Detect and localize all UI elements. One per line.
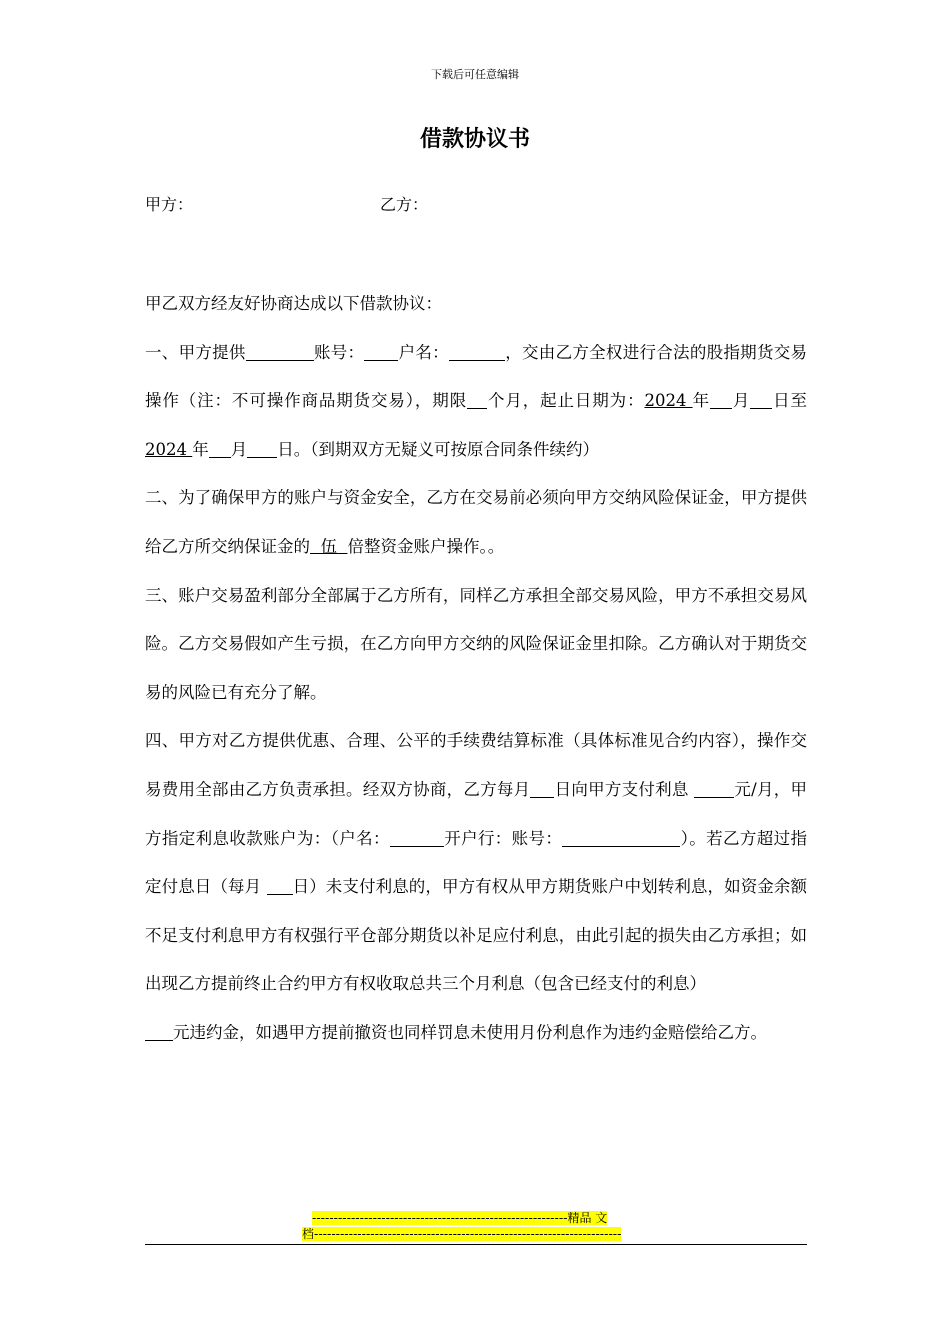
blank-field bbox=[364, 342, 398, 360]
footer-line-2: 档----------------------------------------------------------------------- bbox=[302, 1227, 622, 1241]
blank-field bbox=[449, 342, 505, 360]
clause-4-text: 日向甲方支付利息 bbox=[554, 779, 695, 799]
footer-line-1: -----------------------------------------------------------精品 文 bbox=[312, 1211, 608, 1225]
clause-1-text: 年 bbox=[692, 391, 710, 411]
clause-4-text: 日）未支付利息的，甲方有权从甲方期货账户中划转利息，如资金余额不足支付利息甲方有权强行平仓部分期货以补足应付利息，由此引起的损失由乙方承担；如出现乙方提前终止合约甲方有权收取总共三个月利息（包含已经支付的利息） bbox=[145, 877, 807, 994]
clause-1 bbox=[145, 329, 807, 475]
blank-field bbox=[467, 391, 487, 409]
blank-field bbox=[145, 1023, 173, 1041]
clause-4-text: 开户行：账号： bbox=[443, 828, 563, 848]
party-b-label: 乙方： bbox=[380, 195, 429, 214]
clause-1-text: 年 bbox=[192, 439, 209, 459]
clause-1-text: 月 bbox=[230, 439, 248, 459]
blank-field bbox=[390, 828, 444, 846]
end-year: 2024 bbox=[145, 439, 193, 459]
clause-1-text: 户名： bbox=[398, 342, 449, 362]
footer-divider bbox=[145, 1244, 807, 1245]
blank-field bbox=[710, 391, 732, 409]
blank-field bbox=[267, 877, 293, 895]
blank-field bbox=[246, 342, 314, 360]
blank-field bbox=[694, 780, 734, 798]
document-title: 借款协议书 bbox=[419, 127, 530, 152]
blank-field bbox=[562, 828, 680, 846]
clause-1-text: 账号： bbox=[313, 342, 365, 362]
clause-4 bbox=[145, 717, 807, 1057]
clause-1-text: 日。（到期双方无疑义可按原合同条件续约） bbox=[277, 439, 599, 459]
blank-field bbox=[209, 439, 231, 457]
intro-paragraph: 甲乙双方经友好协商达成以下借款协议： bbox=[145, 294, 442, 313]
clause-1-text: ，交由乙方全权进行合法的股指期货交易操作（注：不可操作商品期货交易），期限 bbox=[145, 342, 807, 411]
header-note: 下载后可任意编辑 bbox=[431, 68, 519, 81]
clause-4-text: 元违约金，如遇甲方提前撤资也同样罚息未使用月份利息作为违约金赔偿给乙方。 bbox=[173, 1022, 767, 1042]
footer-watermark bbox=[302, 1210, 650, 1242]
blank-field bbox=[247, 439, 277, 457]
clause-3: 三、账户交易盈利部分全部属于乙方所有，同样乙方承担全部交易风险，甲方不承担交易风险。乙方交易假如产生亏损，在乙方向甲方交纳的风险保证金里扣除。乙方确认对于期货交易的风险已有充分了解。 bbox=[145, 585, 807, 702]
clause-1-text: 个月，起止日期为： bbox=[487, 391, 645, 411]
clause-4-text: ）。若乙方超过指定付息日（每月 bbox=[145, 828, 808, 897]
party-a-label: 甲方： bbox=[145, 195, 194, 214]
margin-multiple: 伍 bbox=[310, 536, 348, 556]
clause-2-text: 倍整资金账户操作。。 bbox=[347, 536, 505, 556]
clause-1-text: 日至 bbox=[772, 391, 808, 411]
start-year: 2024 bbox=[644, 391, 693, 411]
blank-field bbox=[750, 391, 772, 409]
clause-4-text: 元/月，甲方指定利息收款账户为：（户名： bbox=[145, 779, 808, 848]
clause-2-text: 二、为了确保甲方的账户与资金安全，乙方在交易前必须向甲方交纳风险保证金，甲方提供给乙方所交纳保证金的 bbox=[145, 488, 807, 556]
parties-line bbox=[145, 192, 429, 215]
clause-4-text: 四、甲方对乙方提供优惠、合理、公平的手续费结算标准（具体标准见合约内容），操作交易费用全部由乙方负责承担。经双方协商，乙方每月 bbox=[145, 731, 807, 799]
clause-2 bbox=[145, 474, 807, 571]
agreement-body bbox=[145, 280, 807, 1058]
clause-1-text: 一、甲方提供 bbox=[145, 342, 246, 362]
clause-1-text: 月 bbox=[731, 391, 751, 411]
blank-field bbox=[530, 780, 554, 798]
